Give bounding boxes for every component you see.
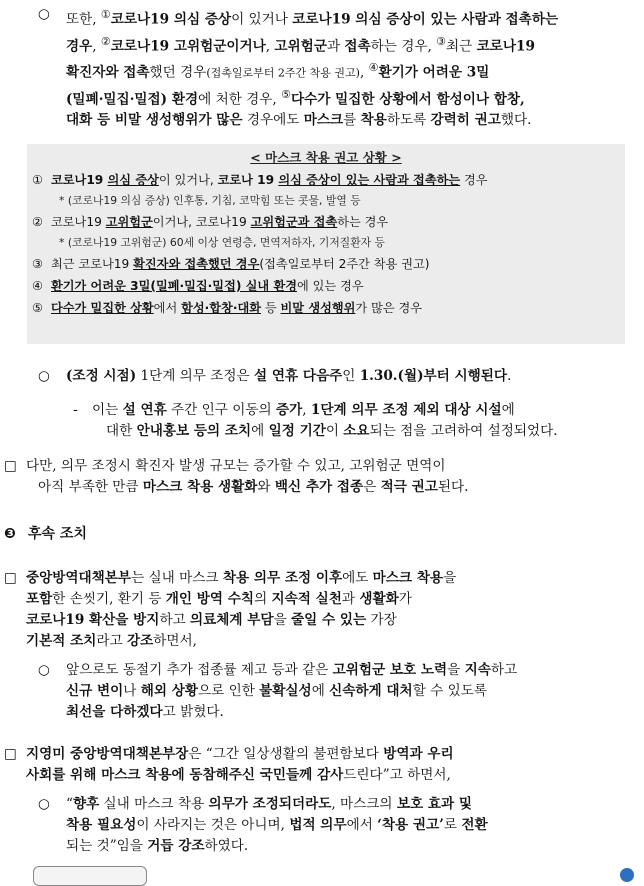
box-item-4: ④ 환기가 어려운 3밀(밀폐·밀집·밀접) 실내 환경에 있는 경우	[32, 279, 364, 293]
box-note-high-risk: * (코로나19 고위험군) 60세 이상 연령층, 면역저하자, 기저질환자 등	[59, 236, 385, 249]
section-number: ❸	[4, 526, 16, 542]
square-bullet: □	[4, 570, 17, 586]
page-footer-button[interactable]	[33, 866, 147, 886]
square-bullet: □	[4, 458, 17, 474]
square-bullet: □	[4, 746, 17, 762]
section-title: 후속 조치	[28, 526, 87, 542]
box-item-5: ⑤ 다수가 밀집한 상황에서 함성·합창·대화 등 비말 생성행위가 많은 경우	[32, 301, 423, 315]
scroll-indicator-icon[interactable]	[620, 868, 634, 882]
box-item-2: ② 코로나19 고위험군이거나, 코로나19 고위험군과 접촉하는 경우	[32, 215, 389, 229]
circle-bullet: ○	[38, 368, 50, 384]
circle-bullet: ○	[38, 662, 50, 678]
box-title: < 마스크 착용 권고 상황 >	[250, 150, 402, 165]
circle-bullet: ○	[38, 6, 50, 22]
box-note-symptoms: * (코로나19 의심 증상) 인후통, 기침, 코막힘 또는 콧물, 발열 등	[59, 194, 361, 207]
circle-bullet: ○	[38, 796, 50, 812]
box-item-3: ③ 최근 코로나19 확진자와 접촉했던 경우(접촉일로부터 2주간 착용 권고)	[32, 257, 430, 271]
box-item-1: ① 코로나19 의심 증상이 있거나, 코로나 19 의심 증상이 있는 사람과 접촉하는 경우	[32, 173, 488, 187]
mask-recommendation-box	[27, 144, 625, 344]
dash-bullet: -	[73, 402, 78, 418]
